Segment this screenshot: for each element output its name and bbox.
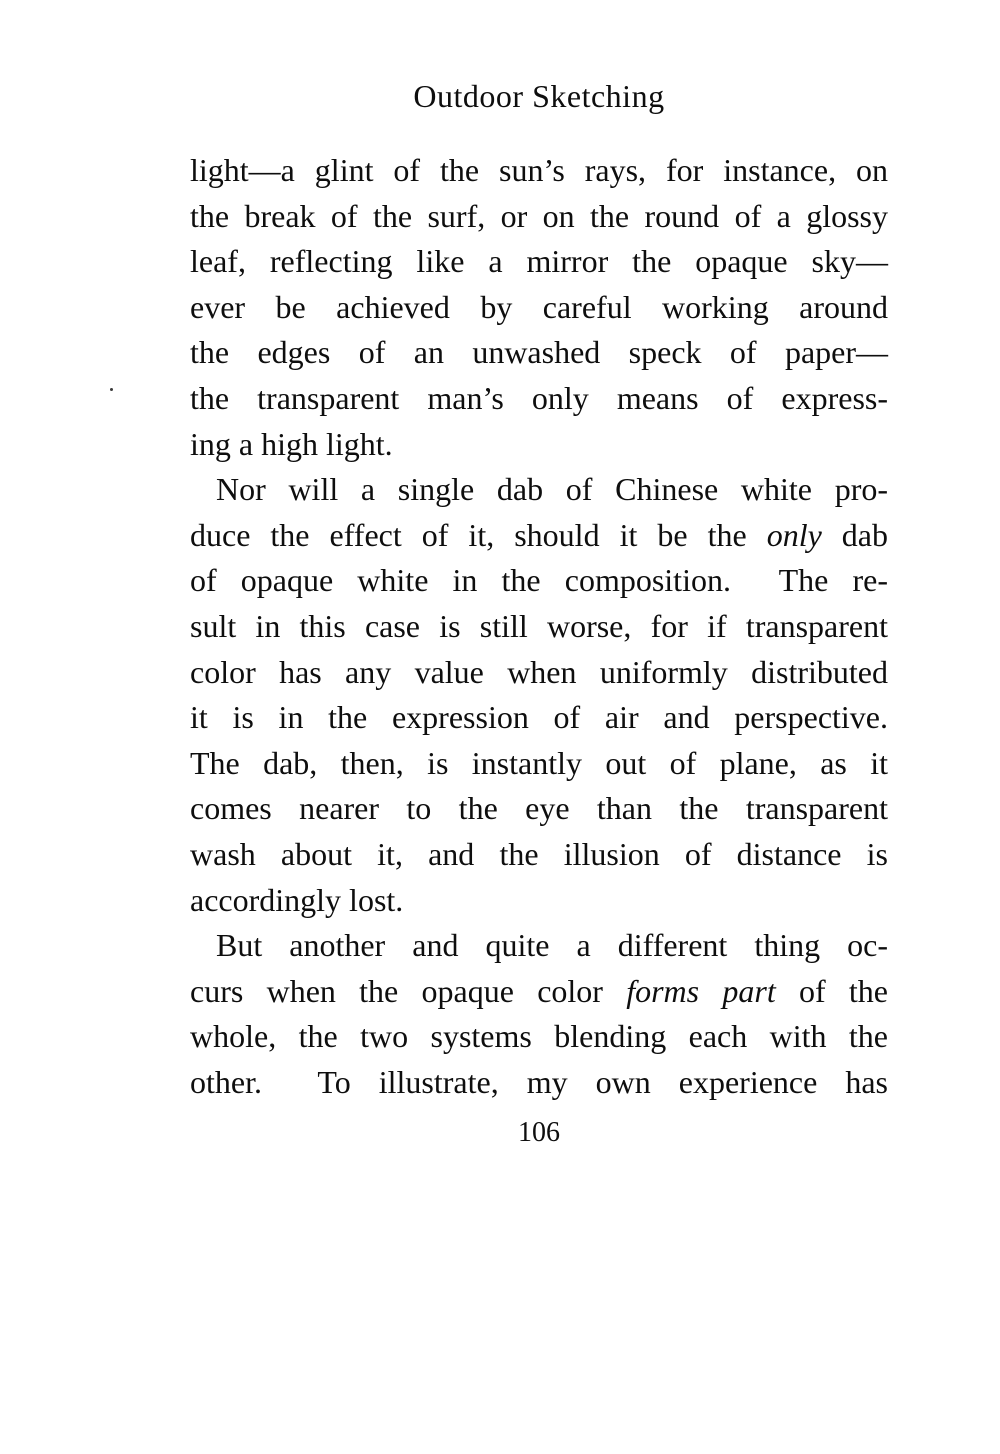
scan-speck-artifact [110,388,113,391]
text-segment: curs when the opaque color [190,972,627,1009]
text-line [190,1060,888,1106]
text-line [190,741,888,787]
text-line [190,695,888,741]
text-segment: duce the effect of it, should it be the [190,516,767,553]
text-line [190,467,888,513]
text-line [190,239,888,285]
text-segment: leaf, reflecting like a mirror the opaque sky— [190,243,888,280]
page-number: 106 [518,1117,560,1148]
text-line [190,650,888,696]
text-segment: dab [821,516,889,553]
italic-text-segment: forms part [626,972,776,1009]
text-line [190,1014,888,1060]
text-segment: Nor will a single dab of Chinese white pro- [216,471,888,508]
text-segment: wash about it, and the illusion of distance is [190,835,888,872]
text-line [190,969,888,1015]
text-segment: of the [775,972,888,1009]
running-header: Outdoor Sketching [413,78,665,114]
italic-text-segment: only [766,516,822,553]
text-line [190,604,888,650]
text-segment: sult in this case is still worse, for if transparent [190,607,888,644]
text-segment: of opaque white in the composition. The re- [190,562,888,599]
text-segment: ever be achieved by careful working around [190,288,888,325]
text-segment: accordingly lost. [190,881,404,918]
text-segment: But another and quite a different thing oc- [216,927,888,964]
text-line [190,923,888,969]
text-line [190,878,888,924]
text-segment: the break of the surf, or on the round of a glossy [190,197,888,234]
text-segment: The dab, then, is instantly out of plane, as it [190,744,888,781]
text-segment: it is in the expression of air and perspective. [190,699,888,736]
text-segment: color has any value when uniformly distributed [190,653,888,690]
text-line [190,330,888,376]
text-segment: the transparent man’s only means of express- [190,379,888,416]
text-segment: the edges of an unwashed speck of paper— [190,334,888,371]
text-segment: ing a high light. [190,425,393,462]
text-line [190,558,888,604]
text-line [190,422,888,468]
text-line [190,285,888,331]
text-line [190,832,888,878]
text-segment: whole, the two systems blending each with the [190,1018,888,1055]
text-line [190,194,888,240]
text-segment: other. To illustrate, my own experience has [190,1063,888,1100]
text-line [190,376,888,422]
text-segment: comes nearer to the eye than the transparent [190,790,888,827]
page-body [190,148,888,1105]
text-line [190,513,888,559]
text-line [190,786,888,832]
text-line [190,148,888,194]
text-segment: light—a glint of the sun’s rays, for instance, on [190,152,888,188]
